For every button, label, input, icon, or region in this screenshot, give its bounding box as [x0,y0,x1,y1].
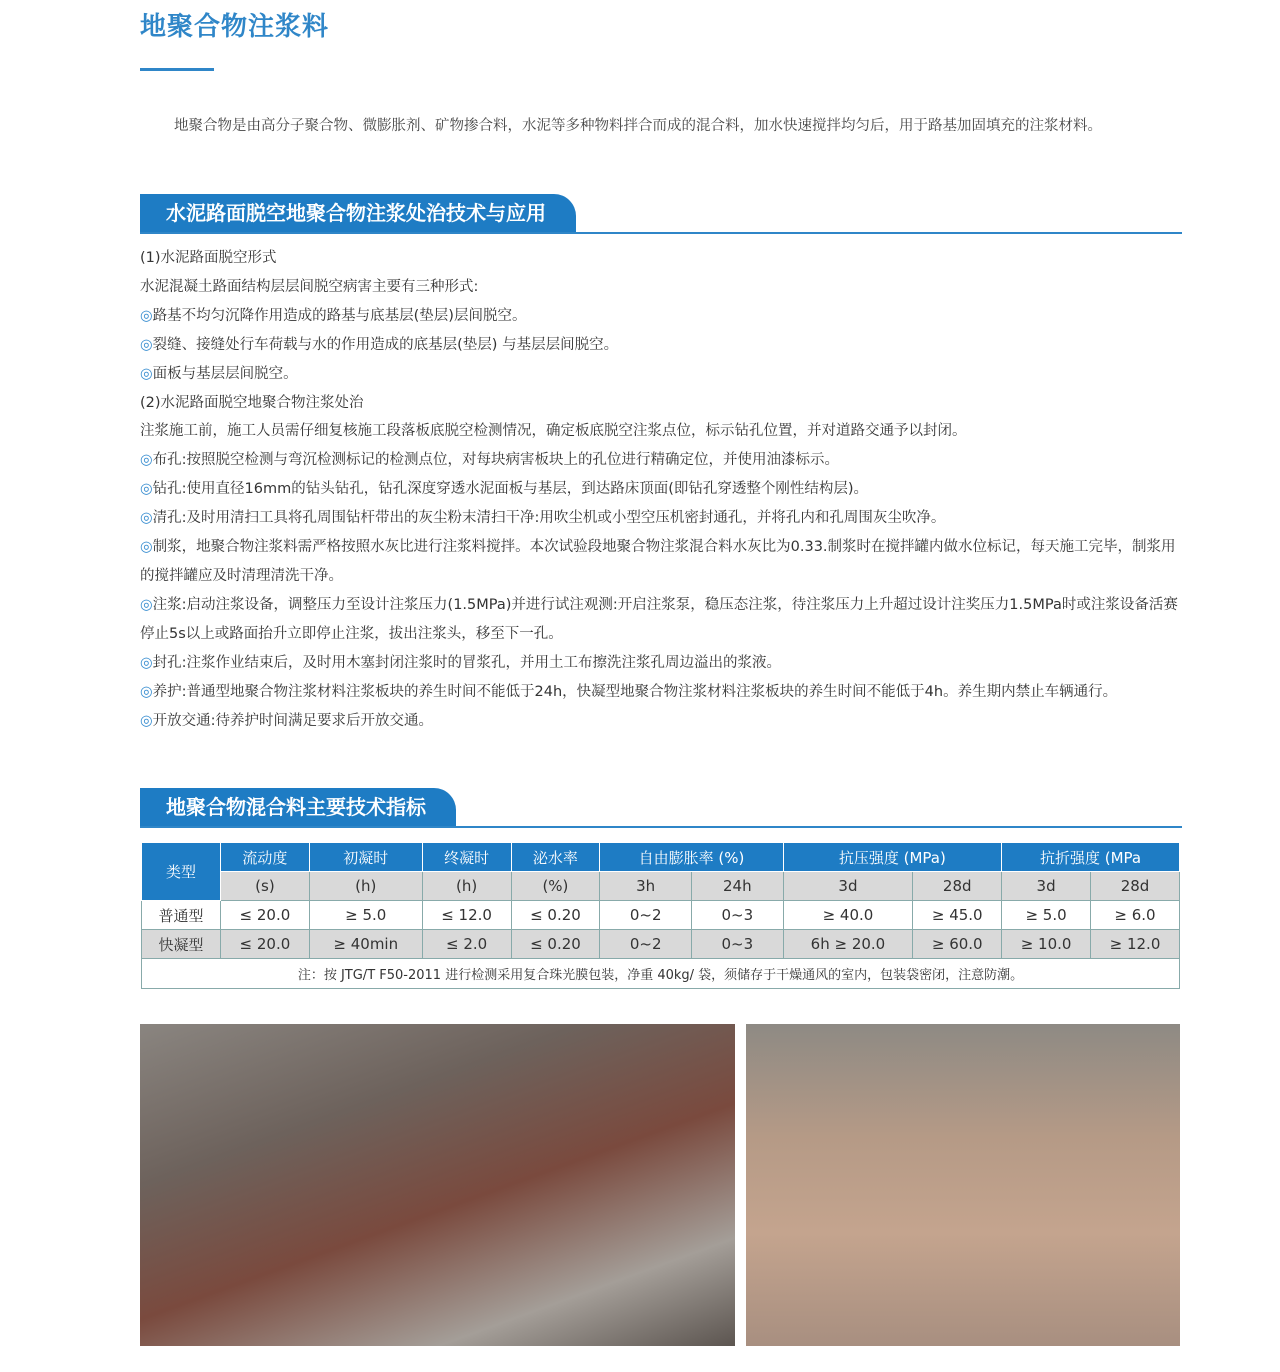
line-text: 注浆施工前，施工人员需仔细复核施工段落板底脱空检测情况，确定板底脱空注浆点位，标示钻孔位置，并对道路交通予以封闭。 [140,423,967,440]
cell: 6h ≥ 20.0 [783,930,913,959]
cell: ≥ 60.0 [913,930,1002,959]
header-unit: 3d [1002,872,1091,901]
header-unit: 24h [691,872,783,901]
body-line [140,244,1182,273]
line-text: 开放交通:待养护时间满足要求后开放交通。 [152,712,434,729]
circle-bullet-icon: ◎ [140,683,153,700]
line-text: 裂缝、接缝处行车荷载与水的作用造成的底基层(垫层) 与基层层间脱空。 [152,336,619,353]
cell: ≥ 6.0 [1091,901,1180,930]
cell: ≥ 5.0 [1002,901,1091,930]
cell: ≥ 40min [309,930,422,959]
row-type: 快凝型 [142,930,221,959]
cell: ≥ 40.0 [783,901,913,930]
header-group: 自由膨胀率 (%) [600,843,783,872]
header-unit: 3d [783,872,913,901]
cell: ≤ 20.0 [221,930,310,959]
body-line [140,504,1182,533]
circle-bullet-icon: ◎ [140,336,153,353]
table-row [142,930,1180,959]
intro-paragraph: 地聚合物是由高分子聚合物、微膨胀剂、矿物掺合料，水泥等多种物料拌合而成的混合料，加水快速搅拌均匀后，用于路基加固填充的注浆材料。 [174,118,1102,134]
circle-bullet-icon: ◎ [140,481,153,498]
header-group: 抗压强度 (MPa) [783,843,1002,872]
circle-bullet-icon: ◎ [140,510,153,527]
body-line [140,649,1182,678]
circle-bullet-icon: ◎ [140,365,153,382]
photo-grouting-site [746,1024,1180,1346]
cell: ≥ 5.0 [309,901,422,930]
circle-bullet-icon: ◎ [140,452,153,469]
cell: ≤ 20.0 [221,901,310,930]
cell: ≥ 10.0 [1002,930,1091,959]
line-text: (2)水泥路面脱空地聚合物注浆处治 [140,394,364,411]
circle-bullet-icon: ◎ [140,596,153,613]
line-text: 布孔:按照脱空检测与弯沉检测标记的检测点位，对每块病害板块上的孔位进行精确定位，并使用油漆标示。 [152,452,840,469]
header-unit: (s) [221,872,310,901]
header-group: 初凝时 [309,843,422,872]
cell: 0~3 [691,901,783,930]
line-text: 水泥混凝土路面结构层层间脱空病害主要有三种形式: [140,278,479,295]
row-type: 普通型 [142,901,221,930]
section-title: 水泥路面脱空地聚合物注浆处治技术与应用 [140,194,576,232]
cell: 0~3 [691,930,783,959]
section-header-treatment [140,194,1182,234]
circle-bullet-icon: ◎ [140,712,153,729]
circle-bullet-icon: ◎ [140,539,153,556]
line-text: 注浆:启动注浆设备，调整压力至设计注浆压力(1.5MPa)并进行试注观测:开启注浆泵，稳压态注浆，待注浆压力上升超过设计注奖压力1.5MPa时或注浆设备活赛停止5s以上或路面抬升立即停止注浆，拔出注浆头，移至下一孔。 [140,596,1178,642]
cell: ≥ 45.0 [913,901,1002,930]
page-title: 地聚合物注浆料 [140,12,330,42]
section-header-specs [140,788,1182,828]
body-line [140,533,1182,591]
body-line [140,302,1182,331]
body-line [140,475,1182,504]
body-line [140,707,1182,736]
line-text: 清孔:及时用清扫工具将孔周围钻杆带出的灰尘粉末清扫干净:用吹尘机或小型空压机密封通孔，并将孔内和孔周围灰尘吹净。 [152,510,946,527]
header-group: 泌水率 [511,843,600,872]
line-text: 养护:普通型地聚合物注浆材料注浆板块的养生时间不能低于24h，快凝型地聚合物注浆材料注浆板块的养生时间不能低于4h。养生期内禁止车辆通行。 [152,683,1118,700]
header-unit: 3h [600,872,692,901]
header-unit: 28d [913,872,1002,901]
header-group: 抗折强度 (MPa [1002,843,1180,872]
table-note: 注：按 JTG/T F50-2011 进行检测采用复合珠光膜包装，净重 40kg/ 袋，须储存于干燥通风的室内，包装袋密闭，注意防潮。 [142,959,1180,989]
header-type: 类型 [142,843,221,901]
body-line [140,389,1182,418]
body-line [140,331,1182,360]
specs-table [141,842,1180,989]
photo-grouting-hose [140,1024,735,1346]
body-line [140,273,1182,302]
table-row [142,901,1180,930]
body-line [140,678,1182,707]
body-line [140,360,1182,389]
cell: ≤ 12.0 [422,901,511,930]
line-text: 钻孔:使用直径16mm的钻头钻孔，钻孔深度穿透水泥面板与基层，到达路床顶面(即钻孔穿透整个刚性结构层)。 [152,481,869,498]
line-text: 封孔:注浆作业结束后，及时用木塞封闭注浆时的冒浆孔，并用土工布擦洗注浆孔周边溢出的浆液。 [152,654,782,671]
cell: 0~2 [600,930,692,959]
line-text: 路基不均匀沉降作用造成的路基与底基层(垫层)层间脱空。 [152,307,527,324]
header-group: 终凝时 [422,843,511,872]
treatment-body [140,244,1182,735]
header-unit: (h) [309,872,422,901]
cell: ≤ 0.20 [511,930,600,959]
section-title: 地聚合物混合料主要技术指标 [140,788,456,826]
cell: 0~2 [600,901,692,930]
title-underline [140,68,214,71]
header-group: 流动度 [221,843,310,872]
header-unit: 28d [1091,872,1180,901]
cell: ≤ 0.20 [511,901,600,930]
circle-bullet-icon: ◎ [140,307,153,324]
body-line [140,417,1182,446]
line-text: (1)水泥路面脱空形式 [140,250,277,266]
header-unit: (%) [511,872,600,901]
body-line [140,446,1182,475]
header-unit: (h) [422,872,511,901]
line-text: 制浆，地聚合物注浆料需严格按照水灰比进行注浆料搅拌。本次试验段地聚合物注浆混合料水灰比为0.33.制浆时在搅拌罐内做水位标记，每天施工完毕，制浆用的搅拌罐应及时清理清洗干净。 [140,539,1176,584]
body-line [140,591,1182,649]
circle-bullet-icon: ◎ [140,654,153,671]
cell: ≥ 12.0 [1091,930,1180,959]
line-text: 面板与基层层间脱空。 [152,365,298,382]
cell: ≤ 2.0 [422,930,511,959]
